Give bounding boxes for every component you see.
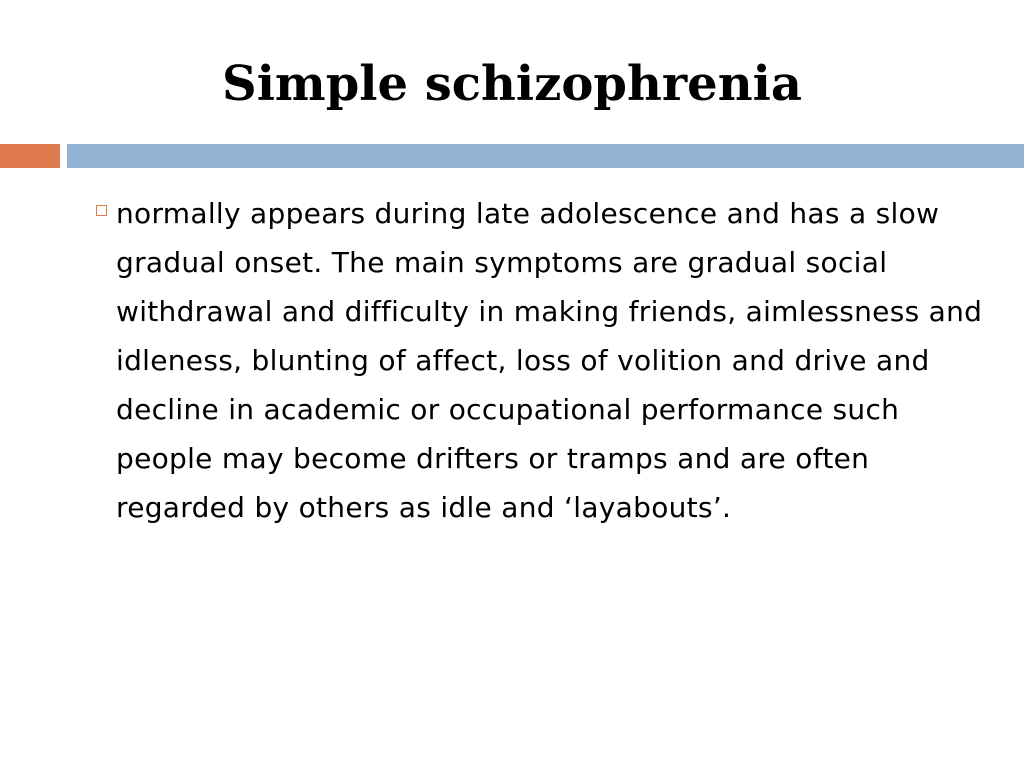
slide-title: Simple schizophrenia [222, 56, 802, 112]
bullet-text: normally appears during late adolescence and has a slow gradual onset. The main symptoms are gradual social withdrawal and difficulty in making friends, aimlessness and idleness, blunting of affect, loss of volition and drive and decline in academic or occupational performance such people may become drifters or tramps and are often regarded by others as idle and ‘layabouts’. [116, 197, 983, 524]
bullet-item [96, 189, 986, 532]
title-underline-bar [67, 144, 1024, 168]
slide-content [96, 189, 986, 532]
square-bullet-icon [96, 205, 107, 216]
title-accent-bar [0, 144, 60, 168]
